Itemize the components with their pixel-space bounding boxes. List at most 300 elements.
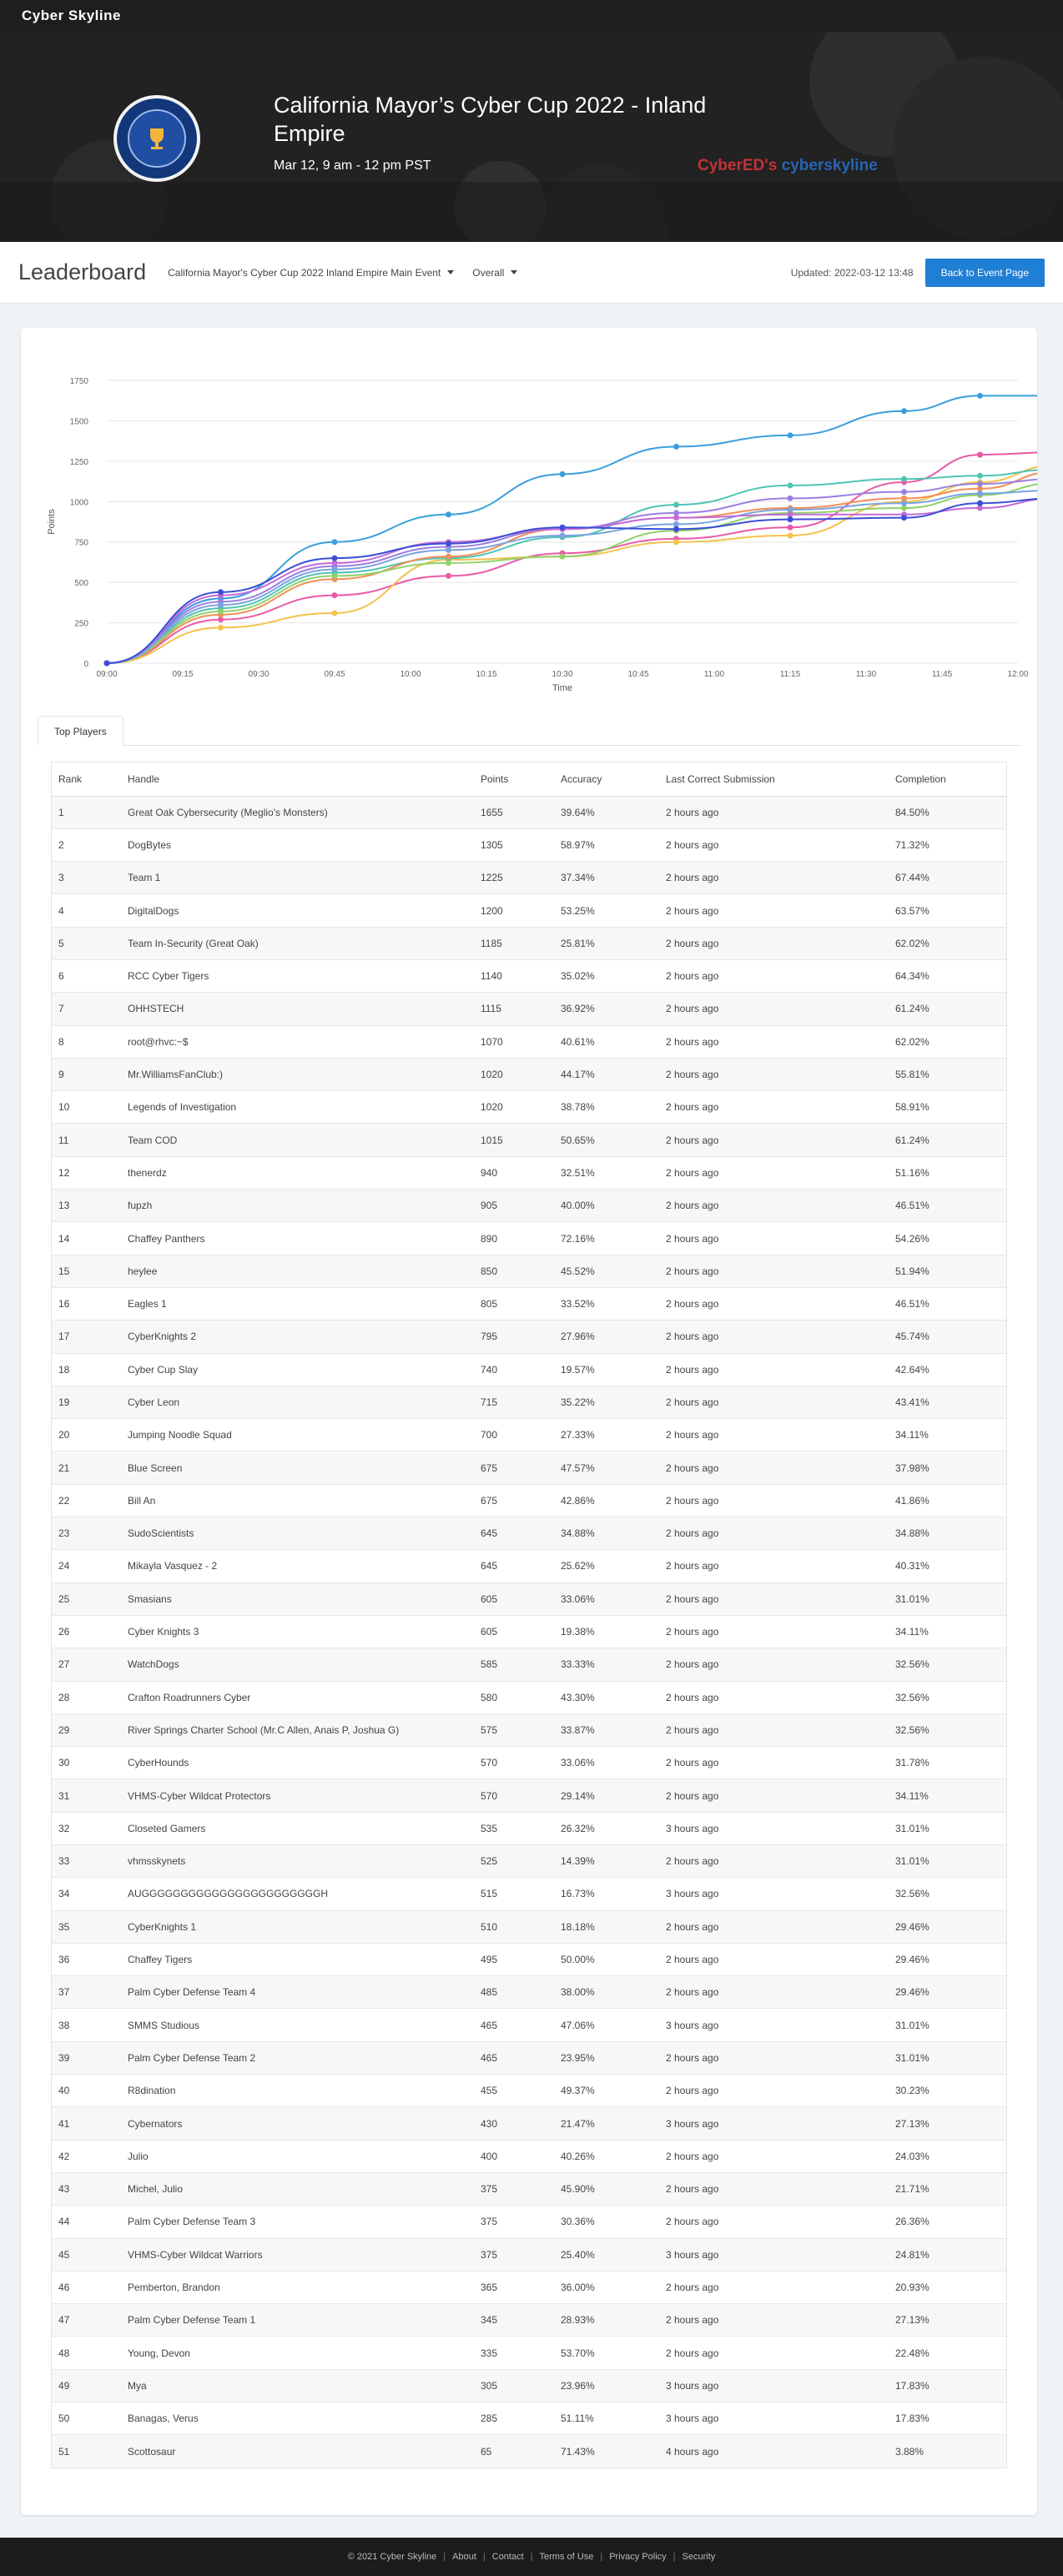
series-point [446,541,451,546]
cell-last-submission: 2 hours ago [659,1287,889,1320]
cell-accuracy: 51.11% [554,2402,659,2435]
cell-accuracy: 36.92% [554,993,659,1025]
table-row [52,862,1006,894]
table-row [52,1287,1006,1320]
cell-last-submission: 2 hours ago [659,1124,889,1156]
cell-accuracy: 19.57% [554,1353,659,1386]
cell-points: 585 [474,1648,554,1681]
cell-completion: 58.91% [889,1091,1006,1124]
series-point [332,592,338,598]
table-row [52,1222,1006,1255]
cell-handle: Pemberton, Brandon [121,2271,474,2303]
y-tick-label: 1250 [69,457,88,467]
cell-last-submission: 3 hours ago [659,2107,889,2140]
x-tick-label: 12:00 [1007,670,1029,679]
cell-points: 605 [474,1615,554,1648]
cell-rank: 2 [52,828,121,861]
cell-points: 1020 [474,1091,554,1124]
cell-handle: Mya [121,2369,474,2402]
cell-last-submission: 2 hours ago [659,1058,889,1090]
cell-last-submission: 2 hours ago [659,2140,889,2172]
cell-handle: DigitalDogs [121,894,474,927]
cell-last-submission: 2 hours ago [659,1681,889,1713]
cell-handle: Palm Cyber Defense Team 2 [121,2041,474,2074]
cell-handle: Cyber Knights 3 [121,1615,474,1648]
cell-last-submission: 2 hours ago [659,2206,889,2238]
cell-completion: 32.56% [889,1681,1006,1713]
event-select-label: California Mayor's Cyber Cup 2022 Inland Empire Main Event [168,266,441,279]
series-line [107,479,1037,663]
cell-rank: 42 [52,2140,121,2172]
cell-points: 515 [474,1878,554,1910]
event-seal-logo [113,95,200,182]
cell-accuracy: 33.33% [554,1648,659,1681]
cell-accuracy: 28.93% [554,2304,659,2337]
cell-last-submission: 2 hours ago [659,1550,889,1582]
cell-handle: OHHSTECH [121,993,474,1025]
cell-rank: 21 [52,1452,121,1484]
series-point [901,501,907,506]
cell-rank: 18 [52,1353,121,1386]
cell-completion: 32.56% [889,1878,1006,1910]
cell-handle: CyberHounds [121,1747,474,1779]
top-navbar [0,0,1063,32]
cell-rank: 26 [52,1615,121,1648]
cell-handle: Julio [121,2140,474,2172]
cell-points: 1020 [474,1058,554,1090]
column-header-rank[interactable]: Rank [52,762,121,796]
y-tick-label: 500 [74,579,88,589]
cell-handle: thenerdz [121,1156,474,1189]
cell-last-submission: 2 hours ago [659,2075,889,2107]
table-row [52,927,1006,959]
table-row [52,1419,1006,1452]
cell-last-submission: 2 hours ago [659,1419,889,1452]
cell-rank: 37 [52,1976,121,2009]
cell-completion: 24.03% [889,2140,1006,2172]
cell-last-submission: 3 hours ago [659,1812,889,1844]
cell-last-submission: 2 hours ago [659,1321,889,1353]
view-select[interactable] [472,267,517,279]
series-line [107,452,1037,663]
cell-last-submission: 2 hours ago [659,1386,889,1418]
cell-handle: VHMS-Cyber Wildcat Protectors [121,1779,474,1812]
cell-handle: Blue Screen [121,1452,474,1484]
cell-handle: Young, Devon [121,2337,474,2369]
column-header-points[interactable]: Points [474,762,554,796]
column-header-completion[interactable]: Completion [889,762,1006,796]
cell-completion: 61.24% [889,1124,1006,1156]
cell-rank: 11 [52,1124,121,1156]
cell-rank: 12 [52,1156,121,1189]
cell-accuracy: 14.39% [554,1845,659,1878]
cell-completion: 62.02% [889,927,1006,959]
cell-accuracy: 45.52% [554,1255,659,1287]
cell-completion: 27.13% [889,2304,1006,2337]
table-row [52,1517,1006,1550]
cell-accuracy: 29.14% [554,1779,659,1812]
cell-completion: 21.71% [889,2172,1006,2205]
chevron-down-icon [447,270,454,274]
cell-last-submission: 2 hours ago [659,1091,889,1124]
cell-rank: 50 [52,2402,121,2435]
cell-accuracy: 35.22% [554,1386,659,1418]
cell-accuracy: 39.64% [554,796,659,828]
series-point [560,554,566,560]
event-hero-banner [0,32,1063,242]
cell-rank: 25 [52,1582,121,1615]
cell-points: 700 [474,1419,554,1452]
cell-accuracy: 44.17% [554,1058,659,1090]
cell-last-submission: 2 hours ago [659,1517,889,1550]
cell-handle: Palm Cyber Defense Team 3 [121,2206,474,2238]
cell-rank: 9 [52,1058,121,1090]
cell-points: 645 [474,1517,554,1550]
cell-last-submission: 3 hours ago [659,2402,889,2435]
cell-handle: AUGGGGGGGGGGGGGGGGGGGGGGGH [121,1878,474,1910]
cell-points: 1185 [474,927,554,959]
series-point [977,501,983,506]
cell-rank: 29 [52,1713,121,1746]
x-tick-label: 09:15 [172,670,194,679]
cell-accuracy: 38.78% [554,1091,659,1124]
cell-accuracy: 49.37% [554,2075,659,2107]
cell-accuracy: 25.62% [554,1550,659,1582]
cell-completion: 22.48% [889,2337,1006,2369]
cell-handle: Closeted Gamers [121,1812,474,1844]
table-row [52,1845,1006,1878]
cell-completion: 46.51% [889,1287,1006,1320]
cell-last-submission: 2 hours ago [659,1255,889,1287]
cell-handle: R8dination [121,2075,474,2107]
cell-rank: 27 [52,1648,121,1681]
cell-last-submission: 2 hours ago [659,1976,889,2009]
cell-completion: 26.36% [889,2206,1006,2238]
table-row [52,1156,1006,1189]
footer: © 2021 Cyber Skyline | About | Contact | Terms of Use | Privacy Policy | Security [0,2538,1063,2576]
table-row [52,1484,1006,1517]
series-point [446,511,451,517]
cell-rank: 16 [52,1287,121,1320]
table-row [52,1615,1006,1648]
cell-handle: Palm Cyber Defense Team 4 [121,1976,474,2009]
table-row [52,1124,1006,1156]
cell-last-submission: 2 hours ago [659,1222,889,1255]
table-row [52,1058,1006,1090]
leaderboard-header [0,242,1063,304]
cell-handle: Mr.WilliamsFanClub:) [121,1058,474,1090]
cell-handle: Smasians [121,1582,474,1615]
cell-accuracy: 33.06% [554,1582,659,1615]
series-point [560,532,566,538]
cell-completion: 17.83% [889,2369,1006,2402]
cell-accuracy: 25.40% [554,2238,659,2271]
table-row [52,1648,1006,1681]
series-point [218,609,224,615]
updated-timestamp: Updated: 2022-03-12 13:48 [790,266,914,279]
table-row [52,1452,1006,1484]
cell-completion: 34.11% [889,1419,1006,1452]
cell-accuracy: 50.00% [554,1943,659,1975]
cell-completion: 31.01% [889,1812,1006,1844]
x-tick-label: 10:30 [552,670,573,679]
series-point [673,444,679,450]
cell-points: 1015 [474,1124,554,1156]
event-select[interactable] [168,267,454,279]
leaderboard-table [51,762,1007,2468]
cell-accuracy: 33.87% [554,1713,659,1746]
table-row [52,1943,1006,1975]
table-row [52,1091,1006,1124]
series-point [332,539,338,545]
cell-accuracy: 30.36% [554,2206,659,2238]
footer-link-contact[interactable]: Contact [491,2552,524,2562]
column-header-last-submission[interactable]: Last Correct Submission [659,762,889,796]
x-tick-label: 10:45 [627,670,649,679]
cell-accuracy: 25.81% [554,927,659,959]
footer-link-privacy[interactable]: Privacy Policy [609,2552,667,2562]
cell-points: 1200 [474,894,554,927]
cell-last-submission: 2 hours ago [659,894,889,927]
cell-points: 850 [474,1255,554,1287]
cell-handle: Scottosaur [121,2435,474,2468]
cell-accuracy: 19.38% [554,1615,659,1648]
cell-accuracy: 72.16% [554,1222,659,1255]
cell-completion: 29.46% [889,1910,1006,1943]
y-tick-label: 1000 [69,498,88,508]
footer-link-about[interactable]: About [452,2552,476,2562]
series-point [788,496,793,501]
cell-rank: 19 [52,1386,121,1418]
series-point [977,491,983,496]
cell-rank: 33 [52,1845,121,1878]
x-tick-label: 10:00 [400,670,421,679]
cell-completion: 67.44% [889,862,1006,894]
cell-last-submission: 2 hours ago [659,1779,889,1812]
cell-handle: Eagles 1 [121,1287,474,1320]
cell-points: 400 [474,2140,554,2172]
cell-accuracy: 47.57% [554,1452,659,1484]
cell-points: 740 [474,1353,554,1386]
cell-handle: Banagas, Verus [121,2402,474,2435]
series-line [107,498,1037,663]
cell-points: 675 [474,1452,554,1484]
cell-completion: 17.83% [889,2402,1006,2435]
cell-points: 535 [474,1812,554,1844]
cell-points: 580 [474,1681,554,1713]
cell-last-submission: 2 hours ago [659,1452,889,1484]
cell-points: 305 [474,2369,554,2402]
brand-logo[interactable]: Cyber Skyline [22,8,121,23]
column-header-handle[interactable]: Handle [121,762,474,796]
cell-completion: 41.86% [889,1484,1006,1517]
cell-accuracy: 71.43% [554,2435,659,2468]
tab-bar [38,716,1020,746]
cell-points: 940 [474,1156,554,1189]
cell-last-submission: 2 hours ago [659,1747,889,1779]
cell-completion: 51.94% [889,1255,1006,1287]
x-tick-label: 11:00 [703,670,725,679]
cell-handle: RCC Cyber Tigers [121,959,474,992]
cell-last-submission: 3 hours ago [659,2238,889,2271]
cell-last-submission: 3 hours ago [659,1878,889,1910]
sponsor-name-b: cyberskyline [781,157,878,174]
table-row [52,1779,1006,1812]
cell-last-submission: 2 hours ago [659,2304,889,2337]
cell-points: 365 [474,2271,554,2303]
series-point [977,480,983,486]
cell-points: 465 [474,2041,554,2074]
cell-completion: 40.31% [889,1550,1006,1582]
cell-rank: 35 [52,1910,121,1943]
series-line [107,498,1037,663]
cell-accuracy: 16.73% [554,1878,659,1910]
table-row [52,1190,1006,1222]
table-row [52,1321,1006,1353]
cell-accuracy: 40.61% [554,1025,659,1058]
trophy-icon [128,109,186,168]
cell-last-submission: 2 hours ago [659,1910,889,1943]
sponsor-name-a: CyberED's [698,157,778,174]
view-select-label: Overall [472,266,505,279]
cell-accuracy: 53.70% [554,2337,659,2369]
cell-handle: Cyber Cup Slay [121,1353,474,1386]
cell-handle: Team 1 [121,862,474,894]
cell-rank: 39 [52,2041,121,2074]
cell-points: 510 [474,1910,554,1943]
cell-rank: 13 [52,1190,121,1222]
cell-accuracy: 35.02% [554,959,659,992]
cell-accuracy: 27.96% [554,1321,659,1353]
series-line [107,491,1037,663]
cell-completion: 30.23% [889,2075,1006,2107]
series-point [788,532,793,538]
cell-handle: SMMS Studious [121,2009,474,2041]
series-point [560,471,566,477]
cell-last-submission: 2 hours ago [659,1484,889,1517]
series-point [104,661,110,667]
table-row [52,1386,1006,1418]
cell-handle: Chaffey Tigers [121,1943,474,1975]
cell-rank: 40 [52,2075,121,2107]
leaderboard-card [21,328,1037,2515]
cell-accuracy: 50.65% [554,1124,659,1156]
cell-accuracy: 38.00% [554,1976,659,2009]
cell-rank: 31 [52,1779,121,1812]
cell-completion: 51.16% [889,1156,1006,1189]
cell-rank: 41 [52,2107,121,2140]
back-to-event-button[interactable]: Back to Event Page [925,259,1045,287]
series-point [788,525,793,531]
cell-points: 570 [474,1747,554,1779]
cell-completion: 34.11% [889,1615,1006,1648]
cell-accuracy: 23.96% [554,2369,659,2402]
table-row [52,2206,1006,2238]
footer-link-terms[interactable]: Terms of Use [539,2552,594,2562]
cell-last-submission: 2 hours ago [659,1156,889,1189]
cell-points: 65 [474,2435,554,2468]
cell-accuracy: 33.06% [554,1747,659,1779]
cell-completion: 42.64% [889,1353,1006,1386]
cell-rank: 20 [52,1419,121,1452]
cell-last-submission: 2 hours ago [659,927,889,959]
y-tick-label: 1750 [69,377,88,386]
cell-handle: DogBytes [121,828,474,861]
cell-completion: 20.93% [889,2271,1006,2303]
cell-handle: Great Oak Cybersecurity (Meglio's Monsters) [121,796,474,828]
column-header-accuracy[interactable]: Accuracy [554,762,659,796]
cell-accuracy: 45.90% [554,2172,659,2205]
cell-accuracy: 32.51% [554,1156,659,1189]
cell-points: 345 [474,2304,554,2337]
table-row [52,1812,1006,1844]
footer-link-security[interactable]: Security [682,2552,716,2562]
table-row [52,959,1006,992]
cell-last-submission: 2 hours ago [659,2041,889,2074]
cell-accuracy: 34.88% [554,1517,659,1550]
table-row [52,1713,1006,1746]
cell-rank: 32 [52,1812,121,1844]
series-point [901,489,907,495]
cell-handle: fupzh [121,1190,474,1222]
cell-last-submission: 2 hours ago [659,862,889,894]
cell-rank: 1 [52,796,121,828]
cell-last-submission: 2 hours ago [659,993,889,1025]
cell-handle: root@rhvc:~$ [121,1025,474,1058]
cell-points: 805 [474,1287,554,1320]
cell-completion: 31.01% [889,1845,1006,1878]
tab-top-players[interactable]: Top Players [38,716,123,746]
cell-completion: 31.01% [889,2009,1006,2041]
cell-handle: vhmsskynets [121,1845,474,1878]
cell-rank: 14 [52,1222,121,1255]
cell-rank: 28 [52,1681,121,1713]
cell-handle: WatchDogs [121,1648,474,1681]
cell-rank: 23 [52,1517,121,1550]
cell-last-submission: 2 hours ago [659,2172,889,2205]
cell-accuracy: 43.30% [554,1681,659,1713]
cell-completion: 24.81% [889,2238,1006,2271]
series-point [332,610,338,616]
cell-accuracy: 37.34% [554,862,659,894]
cell-points: 605 [474,1582,554,1615]
cell-last-submission: 2 hours ago [659,2271,889,2303]
series-point [977,393,983,399]
table-row [52,1582,1006,1615]
series-point [901,515,907,521]
table-row [52,2041,1006,2074]
cell-rank: 15 [52,1255,121,1287]
cell-last-submission: 2 hours ago [659,2337,889,2369]
cell-accuracy: 53.25% [554,894,659,927]
cell-handle: Palm Cyber Defense Team 1 [121,2304,474,2337]
table-row [52,1747,1006,1779]
cell-handle: Michel, Julio [121,2172,474,2205]
cell-points: 1070 [474,1025,554,1058]
cell-completion: 31.78% [889,1747,1006,1779]
cell-points: 1115 [474,993,554,1025]
cell-completion: 62.02% [889,1025,1006,1058]
x-axis-label: Time [552,683,573,693]
cell-completion: 34.11% [889,1779,1006,1812]
cell-points: 335 [474,2337,554,2369]
series-line [107,483,1037,663]
series-point [901,476,907,482]
series-point [673,539,679,545]
cell-accuracy: 26.32% [554,1812,659,1844]
y-axis-label: Points [47,509,57,535]
cell-points: 525 [474,1845,554,1878]
